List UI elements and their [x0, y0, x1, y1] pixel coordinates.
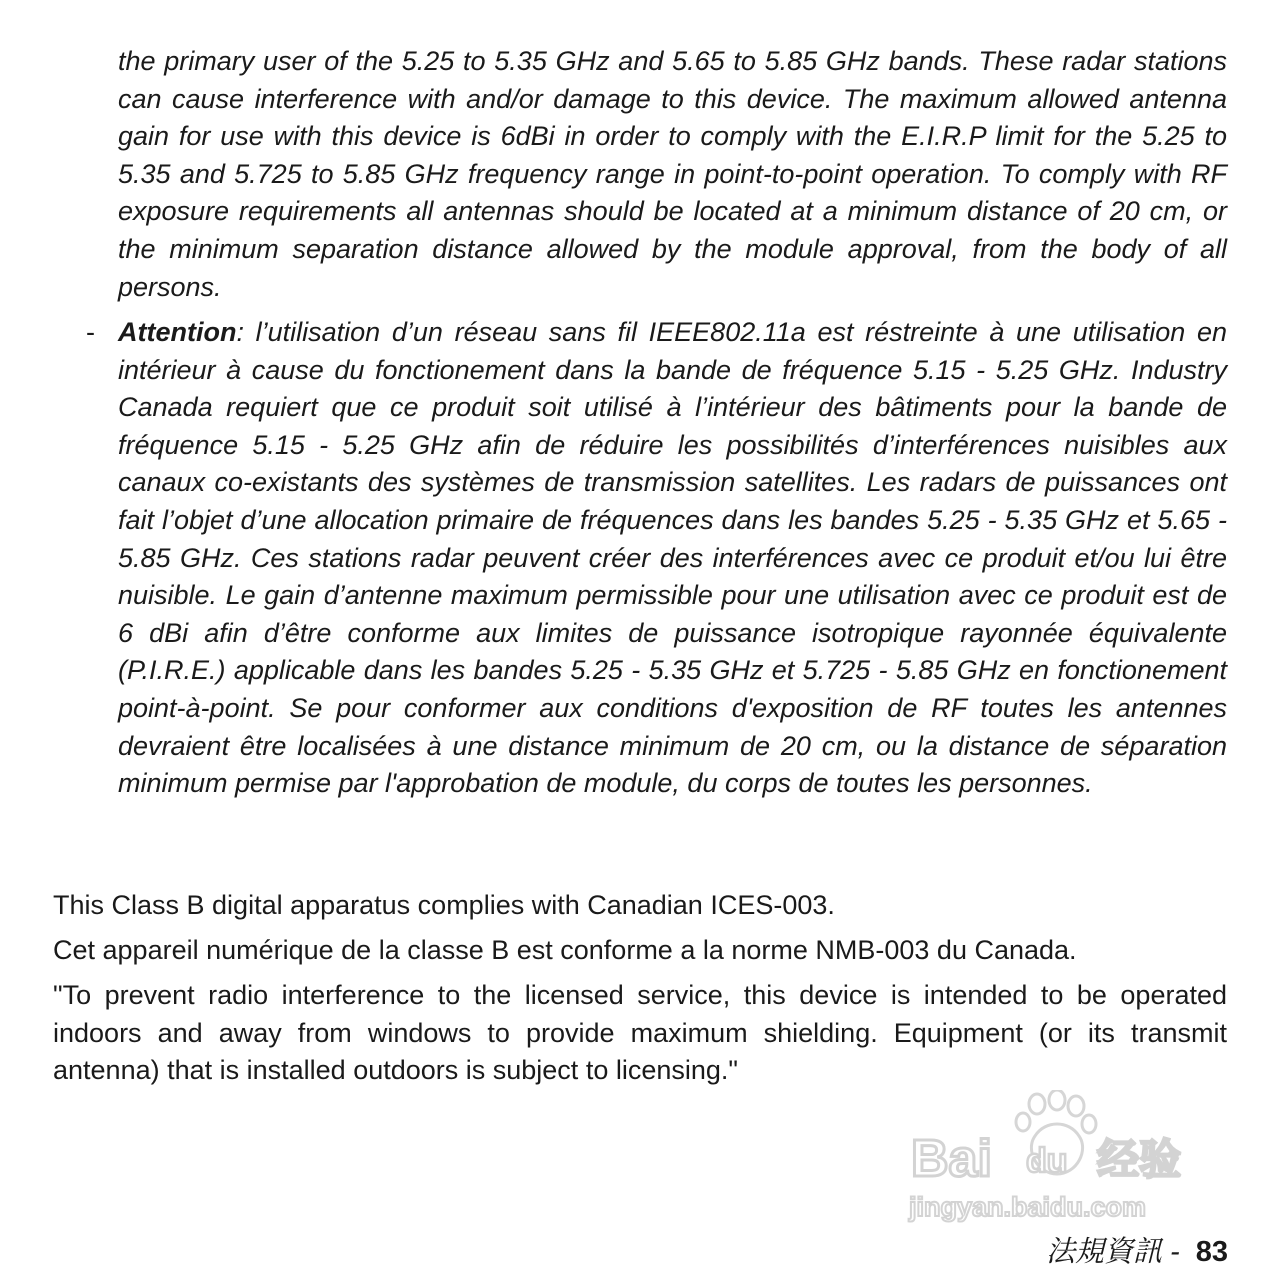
licensing-notice-paragraph: "To prevent radio interference to the licensed service, this device is intended to be operated indoors and away from windows to provide maximum shielding. Equipment (or its transmit antenna) that is installed outdoors is subject to licensing."	[53, 980, 1227, 1086]
page-number: 83	[1195, 1236, 1228, 1268]
watermark-brand-left: Bai	[911, 1130, 992, 1188]
watermark-url: jingyan.baidu.com	[909, 1192, 1147, 1222]
attention-text: : l’utilisation d’un réseau sans fil IEEE802.11a est réstreinte à une utilisation en intérieur à cause du fonctionement dans la bande de fréquence 5.15 - 5.25 GHz. Industry Canada requiert que ce produit soit utilisé à l’intérieur des bâtiments pour la bande de fréquence 5.15 - 5.25 GHz afin de réduire les possibilités d’interférences nuisibles aux canaux co-existants des systèmes de transmission satellites. Les radars de puissances ont fait l’objet d’une allocation primaire de fréquences dans les bandes 5.25 - 5.35 GHz et 5.65 - 5.85 GHz. Ces stations radar peuvent créer des interférences avec ce produit et/ou lui être nuisible. Le gain d’antenne maximum permissible pour une utilisation avec ce produit est de 6 dBi afin d’être conforme aux limites de puissance isotropique rayonnée équivalente (P.I.R.E.) applicable dans les bandes 5.25 - 5.35 GHz et 5.725 - 5.85 GHz en fonctionement point-à-point. Se pour conformer aux conditions d'exposition de RF toutes les antennes devraient être localisées à une distance minimum de 20 cm, ou la distance de séparation minimum permise par l'approbation de module, du corps de toutes les personnes.	[118, 317, 1227, 799]
watermark-brand-cn: 经验	[1097, 1135, 1182, 1184]
baidu-jingyan-watermark	[905, 1090, 1205, 1230]
footer-section-label: 法規資訊 -	[1045, 1236, 1180, 1268]
ices-compliance-paragraph: This Class B digital apparatus complies with Canadian ICES-003.	[53, 890, 835, 920]
nmb-compliance-paragraph: Cet appareil numérique de la classe B est conforme a la norme NMB-003 du Canada.	[53, 935, 1077, 965]
radar-interference-paragraph: the primary user of the 5.25 to 5.35 GHz and 5.65 to 5.85 GHz bands. These radar stations can cause interference with and/or damage to this device. The maximum allowed antenna gain for use with this device is 6dBi in order to comply with the E.I.R.P limit for the 5.25 to 5.35 and 5.725 to 5.85 GHz frequency range in point-to-point operation. To comply with RF exposure requirements all antennas should be located at a minimum distance of 20 cm, or the minimum separation distance allowed by the module approval, from the body of all persons.	[118, 46, 1227, 302]
attention-paragraph	[118, 314, 1227, 803]
bullet-dash: -	[86, 317, 95, 347]
attention-label: Attention	[118, 317, 237, 347]
page-footer	[1046, 1232, 1228, 1272]
watermark-brand-du: du	[1026, 1142, 1068, 1180]
